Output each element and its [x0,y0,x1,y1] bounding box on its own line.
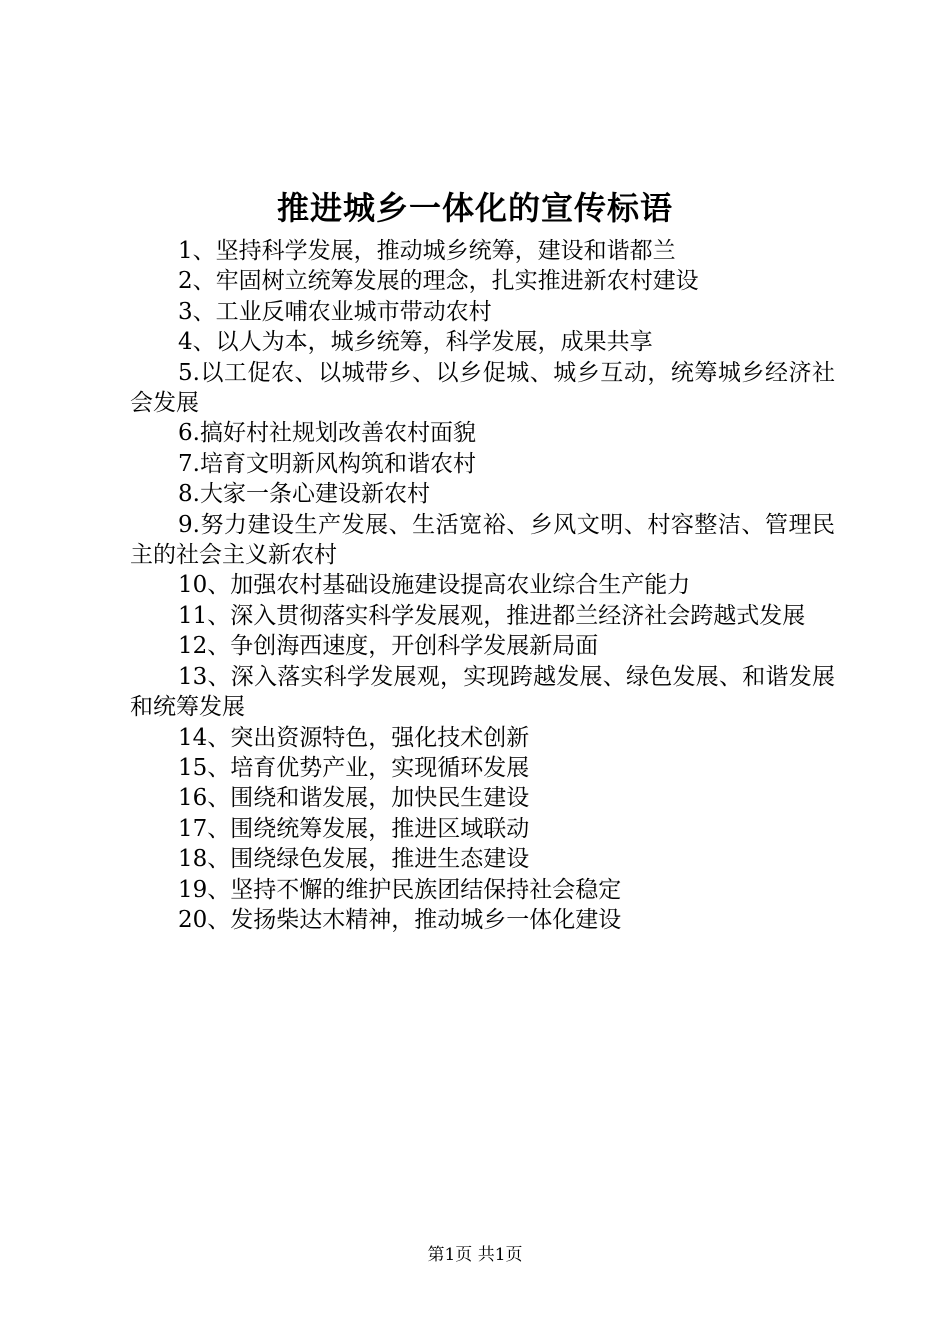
list-item: 12、争创海西速度，开创科学发展新局面 [178,633,599,660]
list-item: 3、工业反哺农业城市带动农村 [178,298,492,325]
list-item: 16、围绕和谐发展，加快民生建设 [178,785,530,812]
list-item: 17、围绕统筹发展，推进区域联动 [178,815,530,842]
document-title: 推进城乡一体化的宣传标语 [276,189,673,227]
list-item: 4、以人为本，城乡统筹，科学发展，成果共享 [178,329,653,356]
list-item: 13、深入落实科学发展观，实现跨越发展、绿色发展、和谐发展和统筹发展 [130,663,835,721]
slogan-list [130,236,835,935]
list-item: 5.以工促农、以城带乡、以乡促城、城乡互动，统筹城乡经济社会发展 [130,359,835,417]
list-item: 2、牢固树立统筹发展的理念，扎实推进新农村建设 [178,268,699,295]
list-item: 14、突出资源特色，强化技术创新 [178,724,530,751]
list-item: 19、坚持不懈的维护民族团结保持社会稳定 [178,876,622,903]
list-item: 1、坚持科学发展，推动城乡统筹，建设和谐都兰 [178,238,676,264]
list-item: 11、深入贯彻落实科学发展观，推进都兰经济社会跨越式发展 [178,602,806,629]
list-item: 6.搞好村社规划改善农村面貌 [178,420,476,447]
page-footer: 第1页 共1页 [427,1245,523,1265]
list-item: 20、发扬柴达木精神，推动城乡一体化建设 [178,906,622,933]
list-item: 8.大家一条心建设新农村 [178,481,430,508]
list-item: 18、围绕绿色发展，推进生态建设 [178,846,530,873]
list-item: 7.培育文明新风构筑和谐农村 [178,450,476,477]
list-item: 9.努力建设生产发展、生活宽裕、乡风文明、村容整洁、管理民主的社会主义新农村 [130,511,835,569]
list-item: 10、加强农村基础设施建设提高农业综合生产能力 [178,572,691,599]
list-item: 15、培育优势产业，实现循环发展 [178,754,530,781]
